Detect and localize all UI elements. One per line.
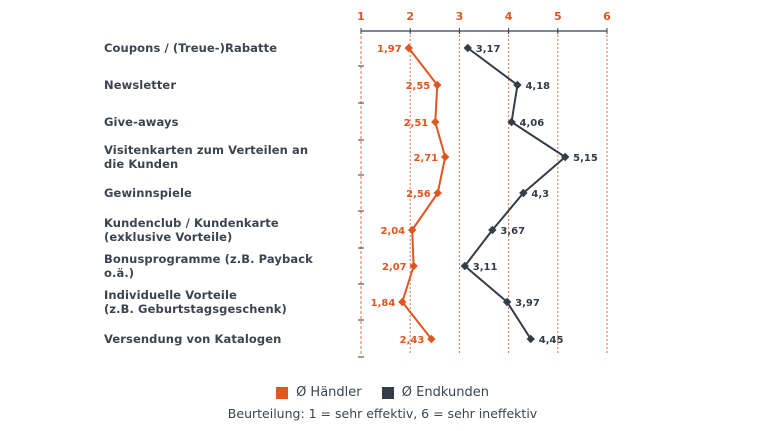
data-label: 1,84 <box>370 298 396 309</box>
data-label: 2,55 <box>405 81 431 92</box>
data-label: 2,51 <box>403 118 429 129</box>
category-label: Versendung von Katalogen <box>104 332 282 346</box>
category-label: Individuelle Vorteile (z.B. Geburtstagsgeschenk) <box>104 288 287 316</box>
legend <box>0 385 765 403</box>
x-tick-label: 4 <box>504 10 513 23</box>
x-tick-label: 6 <box>603 10 611 23</box>
data-label: 4,06 <box>519 118 545 129</box>
category-label: Bonusprogramme (z.B. Payback o.ä.) <box>104 252 313 280</box>
data-label: 1,97 <box>377 44 402 55</box>
x-tick-label: 1 <box>357 10 365 23</box>
data-label: 3,97 <box>515 298 540 309</box>
legend-swatch-endkunden <box>382 387 394 399</box>
category-label: Give-aways <box>104 115 179 129</box>
x-tick-label: 2 <box>406 10 415 23</box>
legend-item-endkunden <box>382 385 489 400</box>
rating-note: Beurteilung: 1 = sehr effektiv, 6 = sehr ineffektiv <box>227 406 538 421</box>
legend-label-endkunden: Ø Endkunden <box>401 385 489 400</box>
data-label: 5,15 <box>573 153 598 164</box>
data-label: 4,45 <box>538 335 564 346</box>
legend-item-haendler <box>276 385 362 400</box>
data-label: 2,07 <box>381 262 407 273</box>
category-label: Coupons / (Treue-)Rabatte <box>104 41 278 55</box>
data-label: 3,11 <box>472 262 498 273</box>
legend-label-haendler: Ø Händler <box>296 385 362 400</box>
x-tick-label: 3 <box>455 10 464 23</box>
data-label: 4,18 <box>525 81 551 92</box>
data-point <box>441 153 449 161</box>
category-label: Gewinnspiele <box>104 186 192 200</box>
data-label: 3,17 <box>475 44 501 55</box>
data-label: 2,43 <box>399 335 425 346</box>
data-label: 4,3 <box>531 189 550 200</box>
x-tick-label: 5 <box>553 10 562 23</box>
data-point <box>409 262 417 270</box>
data-label: 3,67 <box>500 226 526 237</box>
data-label: 2,71 <box>413 153 439 164</box>
data-label: 2,56 <box>406 189 431 200</box>
category-label: Newsletter <box>104 78 177 92</box>
category-label: Visitenkarten zum Verteilen an die Kunden <box>104 143 309 171</box>
legend-swatch-haendler <box>276 387 288 399</box>
category-label: Kundenclub / Kundenkarte (exklusive Vorteile) <box>104 216 279 244</box>
data-label: 2,04 <box>380 226 406 237</box>
data-point <box>431 118 439 126</box>
